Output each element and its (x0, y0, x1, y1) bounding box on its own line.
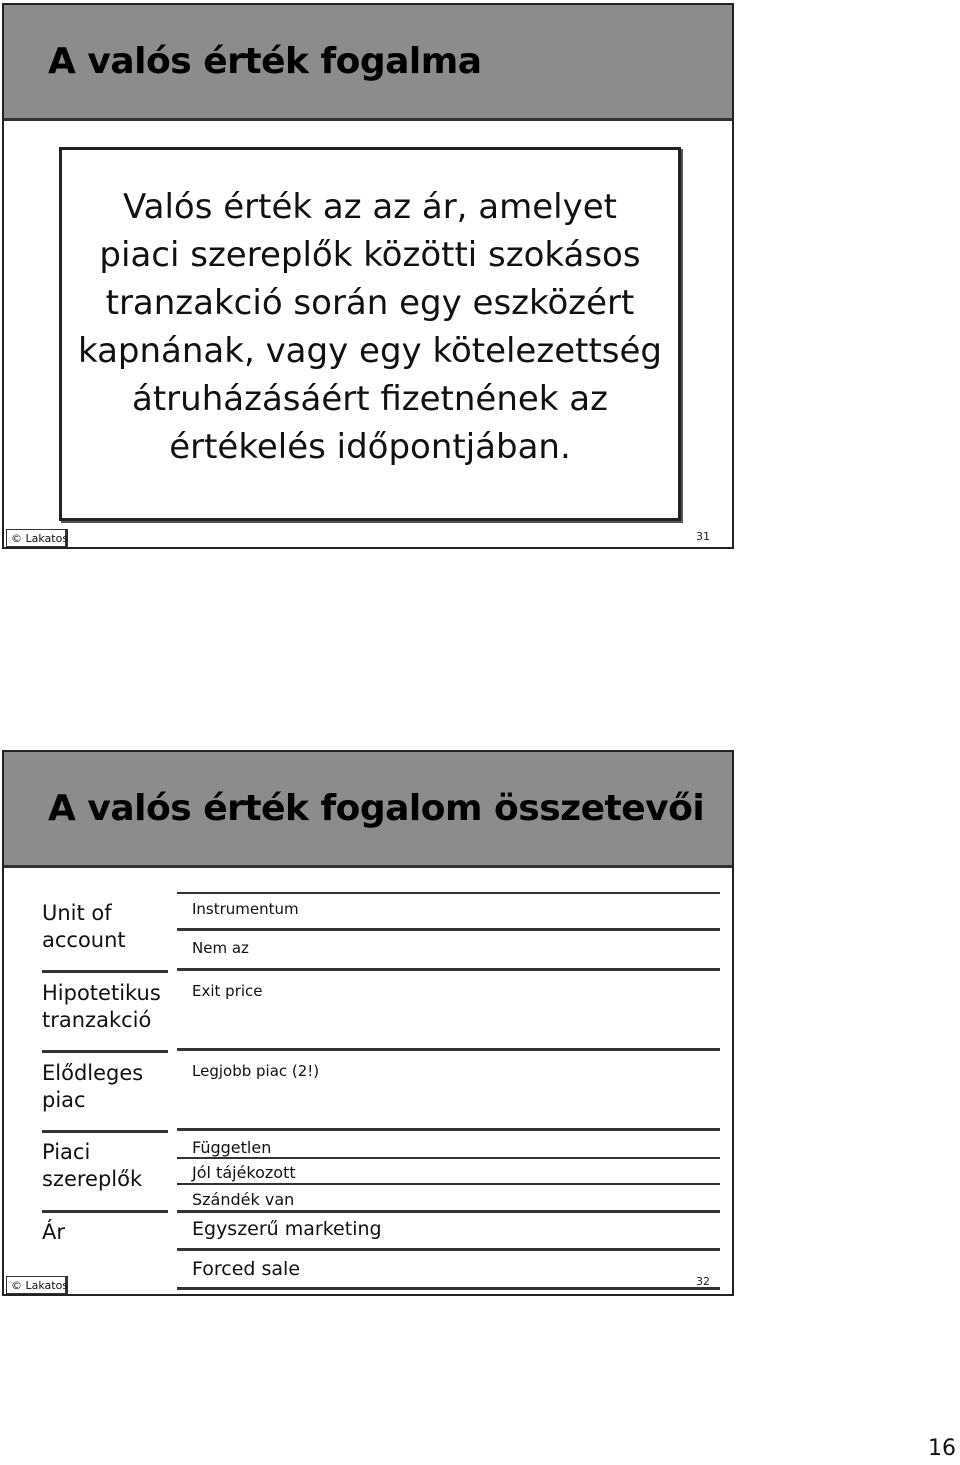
document-page-number: 16 (928, 1436, 956, 1461)
divider (177, 1128, 720, 1131)
item-nem-az: Nem az (192, 939, 249, 957)
slide-title: A valós érték fogalma (48, 41, 482, 82)
divider (177, 892, 720, 894)
item-fuggetlen: Független (192, 1138, 272, 1157)
term-label-price: Ár (42, 1220, 65, 1244)
divider (177, 1183, 720, 1185)
divider (177, 1248, 720, 1251)
item-legjobb-piac: Legjobb piac (2!) (192, 1062, 320, 1080)
definition-text: Valós érték az az ár, amelyet piaci szereplők közötti szokásos tranzakció során egy eszközért kapnának, vagy egy kötelezettség átruházásáért fizetnének az értékelés időpontjában. (77, 187, 662, 467)
term-label-market-participants: Piaci szereplők (42, 1140, 143, 1191)
term-label-hypothetical-transaction: Hipotetikus tranzakció (42, 981, 161, 1032)
divider (177, 1287, 720, 1290)
slide-title-bar (4, 752, 732, 868)
item-egyszeru-marketing: Egyszerű marketing (192, 1218, 382, 1240)
divider (177, 1048, 720, 1051)
divider (42, 1130, 168, 1133)
divider (177, 928, 720, 931)
slide-32 (2, 750, 734, 1296)
divider (42, 1210, 168, 1213)
slide-page-number: 31 (696, 530, 710, 543)
item-instrumentum: Instrumentum (192, 900, 299, 918)
item-forced-sale: Forced sale (192, 1258, 301, 1280)
slide-page-number: 32 (696, 1275, 710, 1288)
divider (42, 1050, 168, 1053)
term-label-primary-market: Elődleges piac (42, 1061, 144, 1112)
slide-31 (2, 3, 734, 549)
copyright-footer: © Lakatos (6, 529, 68, 547)
divider (177, 968, 720, 971)
divider (177, 1157, 720, 1159)
divider (42, 970, 168, 973)
item-szandek-van: Szándék van (192, 1190, 295, 1209)
item-jol-tajekozott: Jól tájékozott (192, 1163, 296, 1182)
item-exit-price: Exit price (192, 982, 263, 1000)
divider (177, 1210, 720, 1213)
copyright-footer: © Lakatos (6, 1276, 68, 1294)
term-label-unit-of-account: Unit of account (42, 901, 126, 952)
slide-title-bar (4, 5, 732, 121)
definition-box (59, 147, 681, 521)
slide-title: A valós érték fogalom összetevői (48, 788, 705, 829)
